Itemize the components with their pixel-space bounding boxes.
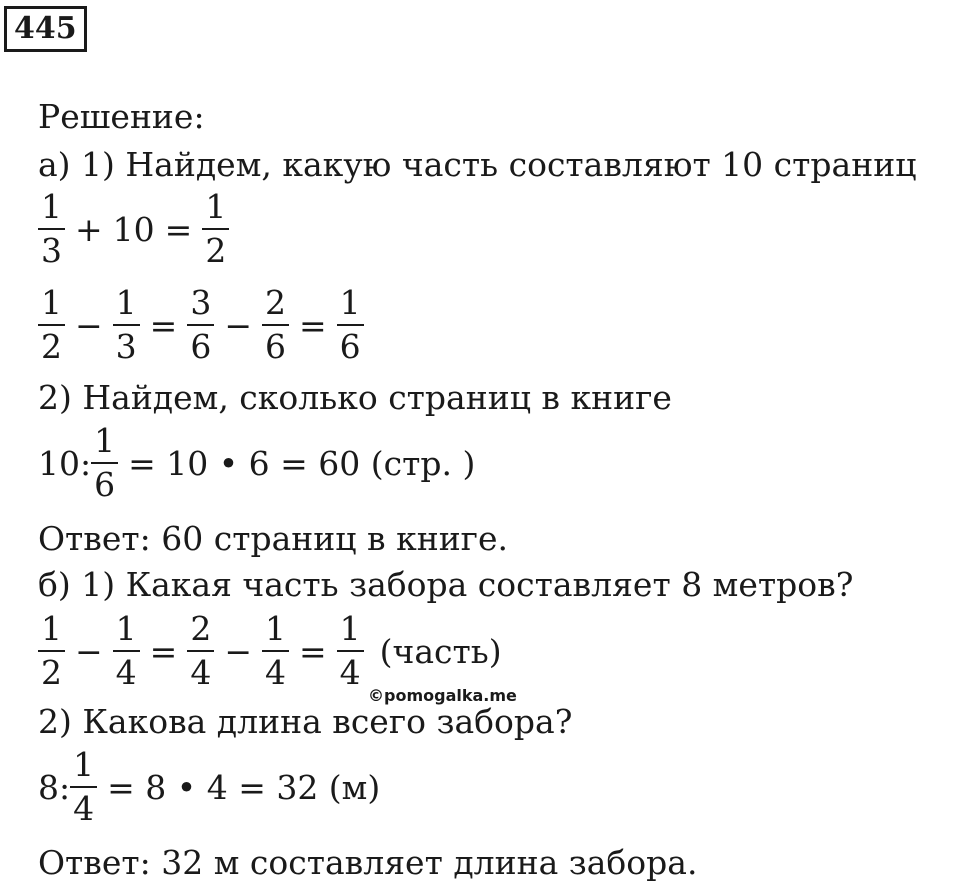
part-a-equation-3: 10: $\frac{1}{6}$ = 10 • 6 = 60 (стр. ) (38, 421, 476, 504)
fraction: $\frac{2}{4}$ (187, 612, 214, 690)
solution-heading: Решение: (38, 97, 205, 136)
fraction: $\frac{1}{4}$ (70, 748, 97, 826)
part-a-equation-2: $\frac{1}{2}$ − $\frac{1}{3}$ = $\frac{3}{6}$ − $\frac{2}{6}$ = $\frac{1}{6}$ (38, 286, 364, 364)
fraction: $\frac{3}{6}$ (187, 286, 214, 364)
part-a-step2: 2) Найдем, сколько страниц в книге (38, 378, 672, 417)
fraction: $\frac{1}{4}$ (113, 612, 140, 690)
fraction: $\frac{1}{6}$ (337, 286, 364, 364)
fraction: $\frac{2}{6}$ (262, 286, 289, 364)
part-b-equation-1: $\frac{1}{2}$ − $\frac{1}{4}$ = $\frac{2}{4}$ − $\frac{1}{4}$ = $\frac{1}{4}$ (часть) (38, 612, 502, 690)
fraction: $\frac{1}{2}$ (38, 286, 65, 364)
part-b-equation-2: 8: $\frac{1}{4}$ = 8 • 4 = 32 (м) (38, 745, 381, 828)
fraction: $\frac{1}{6}$ (91, 424, 118, 502)
part-b-step2: 2) Какова длина всего забора? (38, 702, 573, 741)
problem-number: 445 (4, 6, 87, 52)
fraction: $\frac{1}{4}$ (262, 612, 289, 690)
part-b-answer: Ответ: 32 м составляет длина забора. (38, 843, 698, 882)
watermark: ©pomogalka.me (368, 686, 517, 705)
fraction: $\frac{1}{2}$ (38, 612, 65, 690)
part-a-step1: а) 1) Найдем, какую часть составляют 10 страниц (38, 145, 917, 184)
part-a-equation-1: $\frac{1}{3}$ + 10 = $\frac{1}{2}$ (38, 190, 229, 268)
part-b-step1: б) 1) Какая часть забора составляет 8 метров? (38, 565, 854, 604)
fraction: $\frac{1}{3}$ (38, 190, 65, 268)
fraction: $\frac{1}{4}$ (337, 612, 364, 690)
part-a-answer: Ответ: 60 страниц в книге. (38, 519, 508, 558)
fraction: $\frac{1}{3}$ (113, 286, 140, 364)
fraction: $\frac{1}{2}$ (202, 190, 229, 268)
